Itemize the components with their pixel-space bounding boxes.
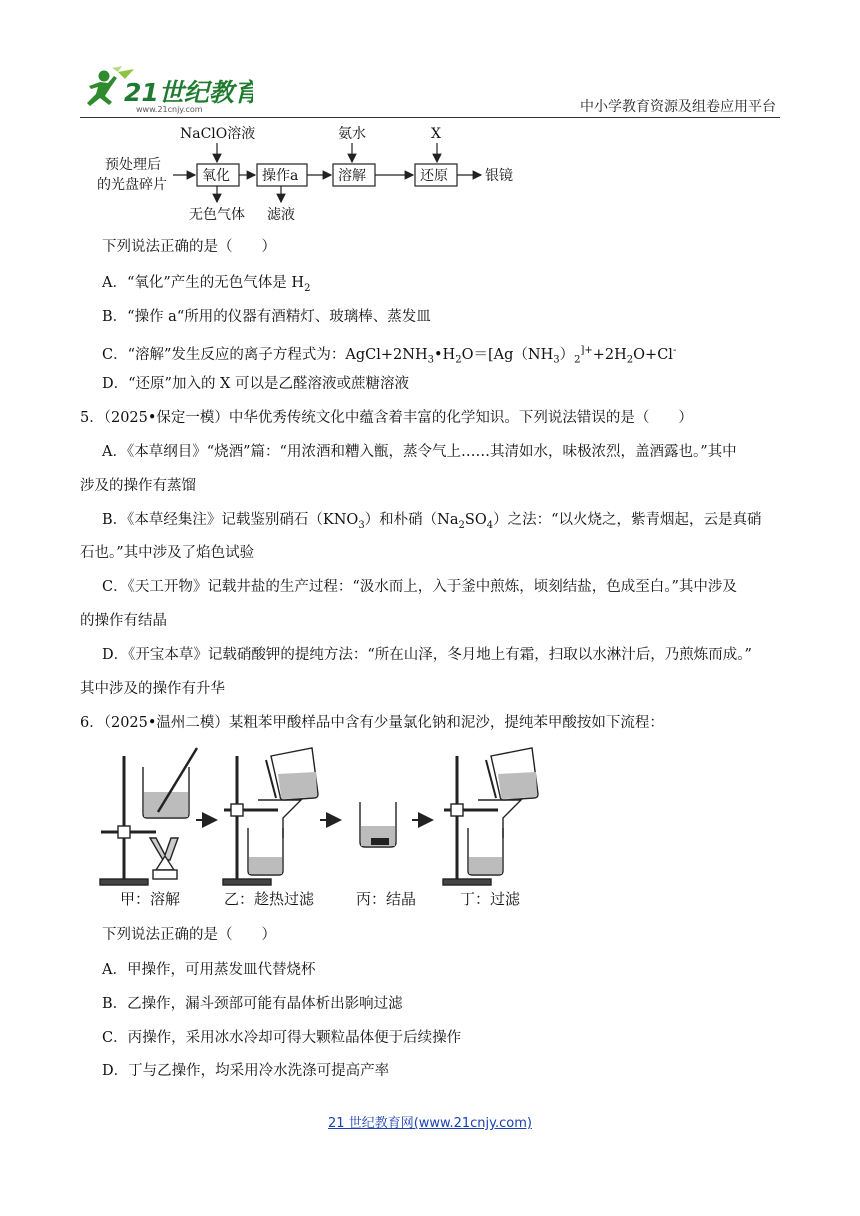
q5-option-d-line1: D．《开宝本草》记载硝酸钾的提纯方法：“所在山泽，冬月地上有霜，扫取以水淋汁后，乃煎炼而成。” — [102, 647, 752, 663]
reagent-naclo: NaClO溶液 — [180, 126, 256, 142]
q5-stem: 5．（2025•保定一模）中华优秀传统文化中蕴含着丰富的化学知识。下列说法错误的是（ ） — [80, 410, 693, 426]
benzoic-acid-purification-diagram — [98, 742, 553, 914]
q5-option-a-line2: 涉及的操作有蒸馏 — [80, 478, 196, 494]
box-operation-a-label: 操作a — [262, 168, 299, 184]
start-material-line2: 的光盘碎片 — [97, 177, 167, 193]
product-silver-mirror: 银镜 — [485, 168, 513, 184]
logo-url: www.21cnjy.com — [136, 105, 203, 114]
reagent-ammonia: 氨水 — [338, 126, 366, 142]
header-divider — [80, 117, 780, 118]
start-material-line1: 预处理后 — [105, 157, 161, 173]
box-reduction-label: 还原 — [420, 168, 448, 184]
q5-option-c-line2: 的操作有结晶 — [80, 613, 167, 629]
logo — [78, 66, 253, 114]
box-dissolve-label: 溶解 — [338, 168, 366, 184]
q5-option-c-line1: C．《天工开物》记载井盐的生产过程：“汲水而上，入于釜中煎炼，顷刻结盐，色成至白。”其中涉及 — [102, 579, 737, 595]
runner-logo-icon — [78, 66, 253, 114]
q6-option-b: B．乙操作，漏斗颈部可能有晶体析出影响过滤 — [102, 996, 403, 1012]
q4-option-b: B．“操作 a“所用的仪器有酒精灯、玻璃棒、蒸发皿 — [102, 309, 431, 325]
q5-option-d-line2: 其中涉及的操作有升华 — [80, 681, 225, 697]
reagent-x: X — [431, 126, 441, 142]
q4-option-d: D．“还原”加入的 X 可以是乙醛溶液或蔗糖溶液 — [102, 376, 409, 392]
platform-name: 中小学教育资源及组卷应用平台 — [580, 99, 776, 115]
logo-text: 21世纪教育 — [124, 78, 253, 107]
q5-option-b-line1: B．《本草经集注》记载鉴别硝石$(KNO_3)$和朴硝$(Na_2SO_4)$之法：“以火烧之，紫青烟起，云是真硝 — [102, 512, 762, 531]
q4-option-a: A．“氧化”产生的无色气体是 $H_2$ — [102, 275, 311, 294]
byproduct-filtrate: 滤液 — [267, 207, 295, 223]
caption-dissolve: 甲：溶解 — [120, 890, 181, 908]
q6-option-c: C．丙操作，采用冰水冷却可得大颗粒晶体便于后续操作 — [102, 1030, 462, 1046]
q6-option-d: D．丁与乙操作，均采用冷水洗涤可提高产率 — [102, 1063, 390, 1079]
silver-recovery-flowchart — [95, 122, 535, 230]
q6-option-a: A．甲操作，可用蒸发皿代替烧杯 — [102, 962, 316, 978]
q4-option-c: C．“溶解”发生反应的离子方程式为：$AgCl+2NH_3•H_2O=[Ag(NH_3)_2^{]+}+2H_2O+Cl^-$ — [102, 345, 677, 366]
box-oxidation-label: 氧化 — [202, 168, 230, 184]
q5-option-a-line1: A．《本草纲目》“烧酒”篇：“用浓酒和糟入甑，蒸令气上……其清如水，味极浓烈，盖酒露也。”其中 — [102, 444, 737, 460]
caption-crystallize: 丙：结晶 — [356, 890, 417, 908]
caption-hot-filtration: 乙：趁热过滤 — [224, 890, 315, 908]
q4-prompt: 下列说法正确的是（ ） — [102, 239, 276, 255]
byproduct-gas: 无色气体 — [189, 207, 245, 223]
q5-option-b-line2: 石也。”其中涉及了焰色试验 — [80, 545, 255, 561]
caption-filtration: 丁：过滤 — [460, 890, 521, 908]
q6-stem: 6．（2025•温州二模）某粗苯甲酸样品中含有少量氯化钠和泥沙，提纯苯甲酸按如下流程： — [80, 715, 664, 731]
footer-link[interactable]: 21 世纪教育网(www.21cnjy.com) — [328, 1116, 532, 1131]
q6-prompt: 下列说法正确的是（ ） — [102, 927, 276, 943]
